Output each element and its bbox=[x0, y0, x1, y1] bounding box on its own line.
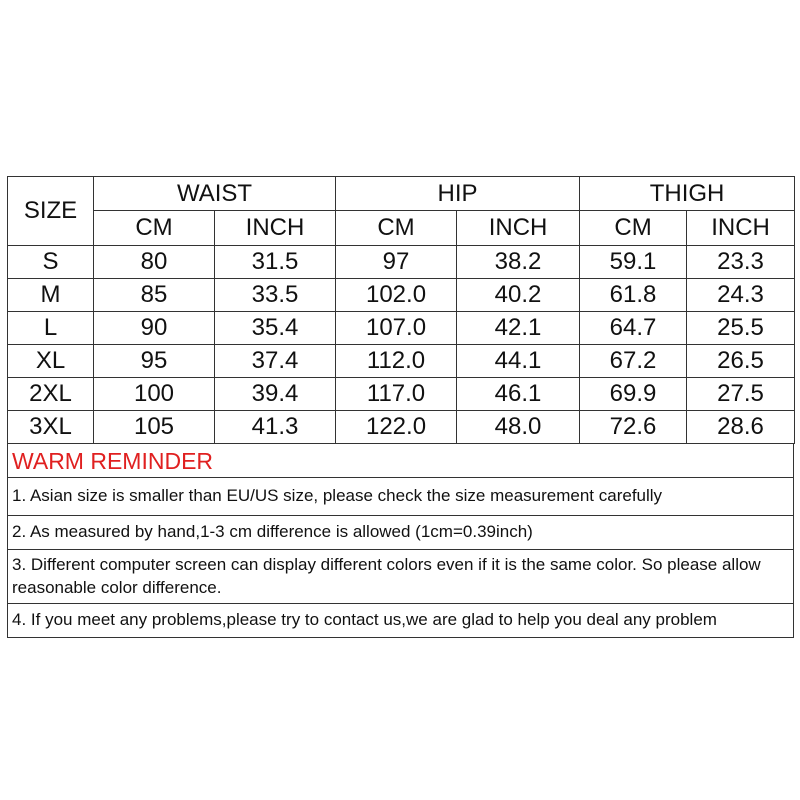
table-cell: 41.3 bbox=[215, 411, 336, 444]
table-cell: 69.9 bbox=[580, 378, 687, 411]
unit-header: CM bbox=[94, 211, 215, 246]
table-cell: 42.1 bbox=[457, 312, 580, 345]
unit-header: INCH bbox=[215, 211, 336, 246]
table-cell: 90 bbox=[94, 312, 215, 345]
unit-header-row bbox=[8, 211, 795, 246]
table-row bbox=[8, 246, 795, 279]
size-cell: S bbox=[8, 246, 94, 279]
unit-header: CM bbox=[336, 211, 457, 246]
hip-header: HIP bbox=[336, 177, 580, 211]
table-row bbox=[8, 378, 795, 411]
group-header-row bbox=[8, 177, 795, 211]
unit-header: INCH bbox=[457, 211, 580, 246]
table-cell: 100 bbox=[94, 378, 215, 411]
reminder-note: 1. Asian size is smaller than EU/US size, please check the size measurement carefully bbox=[7, 478, 794, 516]
table-cell: 38.2 bbox=[457, 246, 580, 279]
unit-header: INCH bbox=[687, 211, 795, 246]
table-cell: 105 bbox=[94, 411, 215, 444]
unit-header: CM bbox=[580, 211, 687, 246]
size-cell: M bbox=[8, 279, 94, 312]
size-chart bbox=[7, 176, 794, 638]
table-cell: 23.3 bbox=[687, 246, 795, 279]
table-cell: 25.5 bbox=[687, 312, 795, 345]
table-row bbox=[8, 411, 795, 444]
size-cell: 3XL bbox=[8, 411, 94, 444]
reminder-note: 4. If you meet any problems,please try to contact us,we are glad to help you deal any problem bbox=[7, 604, 794, 638]
table-cell: 31.5 bbox=[215, 246, 336, 279]
table-row bbox=[8, 345, 795, 378]
table-row bbox=[8, 312, 795, 345]
table-cell: 27.5 bbox=[687, 378, 795, 411]
size-cell: 2XL bbox=[8, 378, 94, 411]
table-cell: 107.0 bbox=[336, 312, 457, 345]
thigh-header: THIGH bbox=[580, 177, 795, 211]
table-cell: 117.0 bbox=[336, 378, 457, 411]
table-cell: 97 bbox=[336, 246, 457, 279]
table-cell: 37.4 bbox=[215, 345, 336, 378]
size-cell: L bbox=[8, 312, 94, 345]
table-cell: 95 bbox=[94, 345, 215, 378]
table-cell: 44.1 bbox=[457, 345, 580, 378]
reminder-note: 2. As measured by hand,1-3 cm difference is allowed (1cm=0.39inch) bbox=[7, 516, 794, 550]
table-cell: 39.4 bbox=[215, 378, 336, 411]
table-cell: 46.1 bbox=[457, 378, 580, 411]
table-cell: 24.3 bbox=[687, 279, 795, 312]
table-cell: 112.0 bbox=[336, 345, 457, 378]
table-cell: 28.6 bbox=[687, 411, 795, 444]
size-table bbox=[7, 176, 795, 444]
reminder-note: 3. Different computer screen can display different colors even if it is the same color. So please allow reasonable color difference. bbox=[7, 550, 794, 604]
table-cell: 85 bbox=[94, 279, 215, 312]
table-cell: 48.0 bbox=[457, 411, 580, 444]
table-cell: 35.4 bbox=[215, 312, 336, 345]
table-cell: 102.0 bbox=[336, 279, 457, 312]
table-cell: 61.8 bbox=[580, 279, 687, 312]
size-header: SIZE bbox=[8, 177, 94, 246]
table-cell: 80 bbox=[94, 246, 215, 279]
table-cell: 72.6 bbox=[580, 411, 687, 444]
table-cell: 67.2 bbox=[580, 345, 687, 378]
table-row bbox=[8, 279, 795, 312]
table-cell: 40.2 bbox=[457, 279, 580, 312]
table-cell: 26.5 bbox=[687, 345, 795, 378]
waist-header: WAIST bbox=[94, 177, 336, 211]
table-cell: 33.5 bbox=[215, 279, 336, 312]
table-cell: 122.0 bbox=[336, 411, 457, 444]
size-cell: XL bbox=[8, 345, 94, 378]
warm-reminder-title: WARM REMINDER bbox=[7, 444, 794, 478]
table-cell: 59.1 bbox=[580, 246, 687, 279]
table-cell: 64.7 bbox=[580, 312, 687, 345]
